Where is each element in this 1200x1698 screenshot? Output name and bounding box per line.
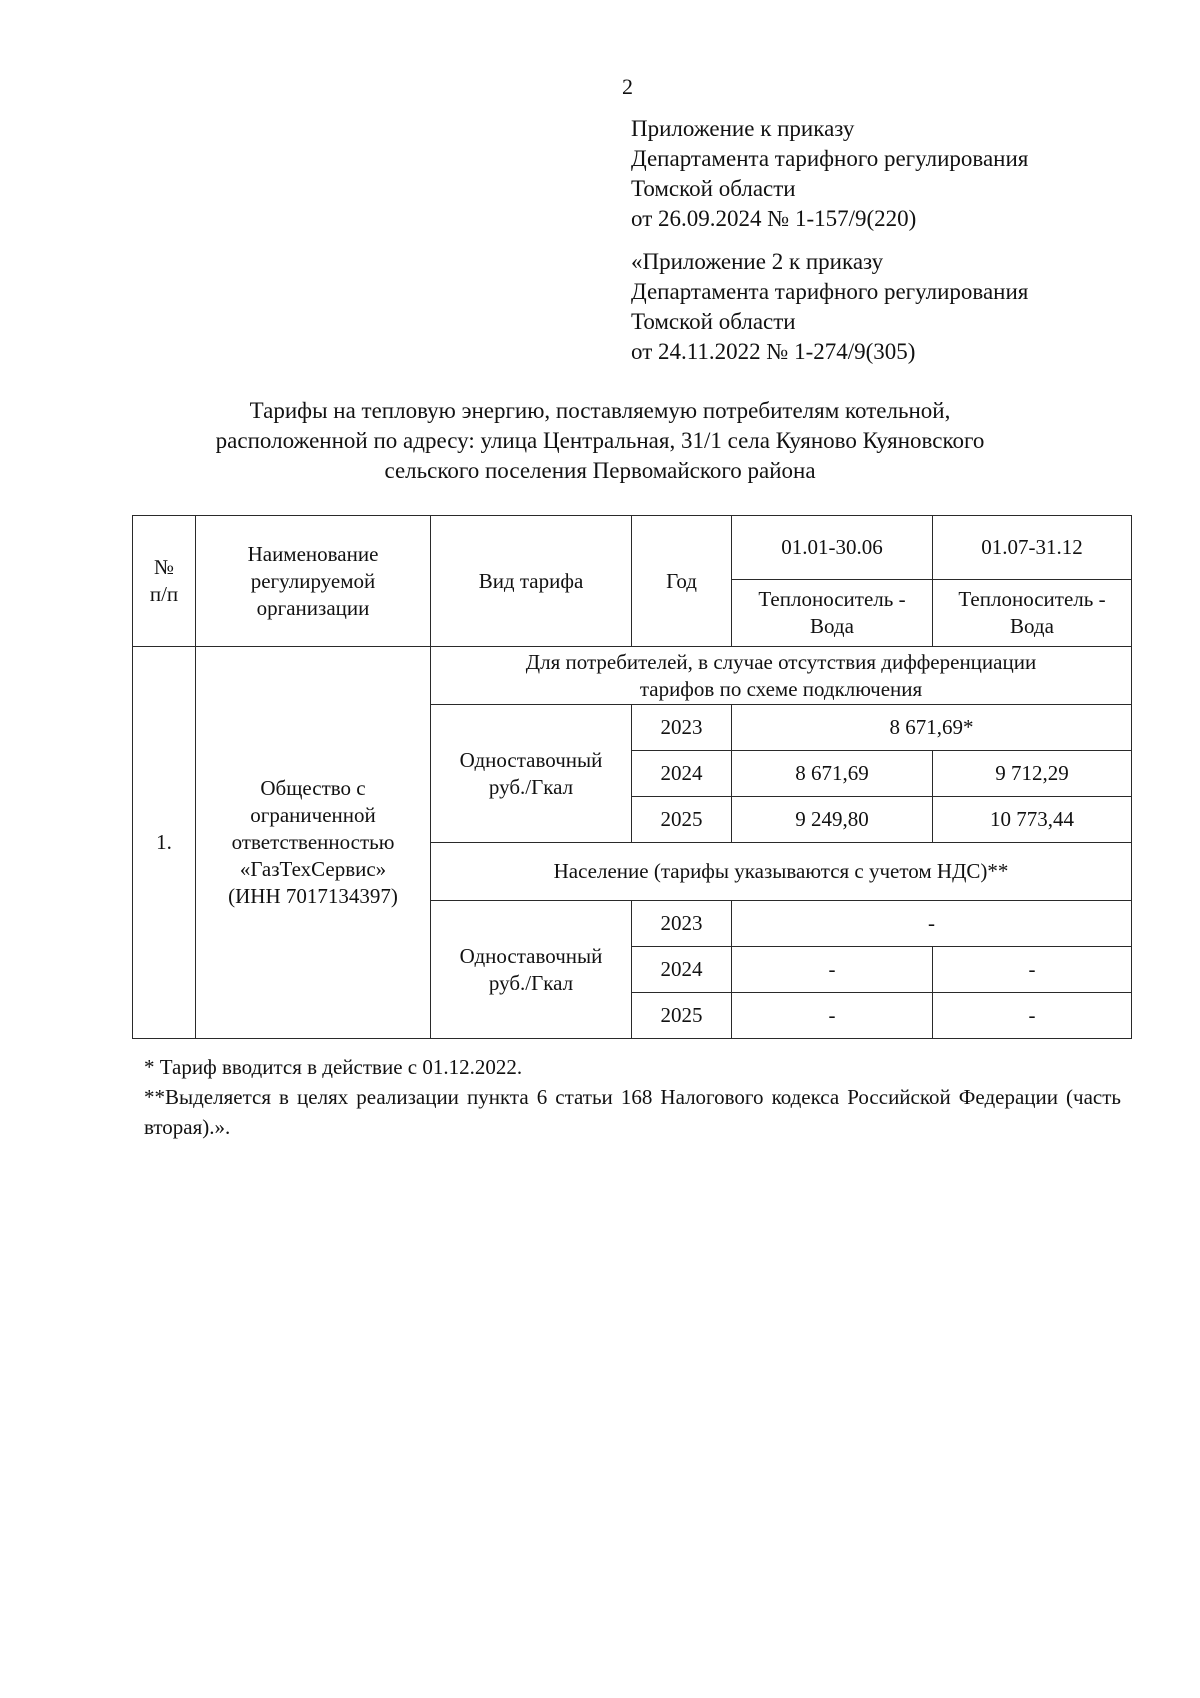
tariff-value-period-2: - bbox=[933, 993, 1132, 1039]
title-line: Тарифы на тепловую энергию, поставляемую потребителям котельной, bbox=[249, 398, 951, 423]
header-number: № п/п bbox=[133, 516, 196, 647]
appendix-line: Томской области bbox=[631, 309, 796, 334]
tariff-type-cell: Одноставочный руб./Гкал bbox=[431, 901, 632, 1039]
appendix-line: от 24.11.2022 № 1-274/9(305) bbox=[631, 339, 916, 364]
header-organization: Наименование регулируемой организации bbox=[196, 516, 431, 647]
year-cell: 2025 bbox=[632, 993, 732, 1039]
tariff-value-period-2: - bbox=[933, 947, 1132, 993]
header-carrier-2: Теплоноситель - Вода bbox=[933, 580, 1132, 647]
appendix-line: Департамента тарифного регулирования bbox=[631, 279, 1029, 304]
header-row bbox=[133, 516, 1132, 580]
appendix-line: Томской области bbox=[631, 176, 796, 201]
footnotes bbox=[144, 1052, 1121, 1142]
section-heading-consumers: Для потребителей, в случае отсутствия дифференциации тарифов по схеме подключения bbox=[431, 647, 1132, 705]
appendix-line: «Приложение 2 к приказу bbox=[631, 249, 884, 274]
tariff-table bbox=[132, 515, 1132, 1039]
footnote: **Выделяется в целях реализации пункта 6 статьи 168 Налогового кодекса Российской Федерации (часть вторая).». bbox=[144, 1085, 1121, 1139]
tariff-value-period-1: - bbox=[732, 993, 933, 1039]
footnote: * Тариф вводится в действие с 01.12.2022. bbox=[144, 1055, 523, 1079]
year-cell: 2023 bbox=[632, 901, 732, 947]
tariff-value-period-2: 10 773,44 bbox=[933, 797, 1132, 843]
year-cell: 2024 bbox=[632, 947, 732, 993]
section-heading-population: Население (тарифы указываются с учетом НДС)** bbox=[431, 843, 1132, 901]
header-year: Год bbox=[632, 516, 732, 647]
document-title bbox=[150, 396, 1050, 486]
appendix-reference-current bbox=[631, 114, 1028, 234]
year-cell: 2023 bbox=[632, 705, 732, 751]
tariff-value-period-1: 9 249,80 bbox=[732, 797, 933, 843]
year-cell: 2025 bbox=[632, 797, 732, 843]
year-cell: 2024 bbox=[632, 751, 732, 797]
page-number: 2 bbox=[622, 74, 633, 99]
title-line: расположенной по адресу: улица Центральная, 31/1 села Куяново Куяновского bbox=[215, 428, 985, 453]
tariff-value-period-1: 8 671,69 bbox=[732, 751, 933, 797]
header-period-1: 01.01-30.06 bbox=[732, 516, 933, 580]
tariff-value-period-2: 9 712,29 bbox=[933, 751, 1132, 797]
tariff-type-cell: Одноставочный руб./Гкал bbox=[431, 705, 632, 843]
section-heading-row bbox=[133, 647, 1132, 705]
appendix-line: от 26.09.2024 № 1-157/9(220) bbox=[631, 206, 917, 231]
appendix-reference-original bbox=[631, 247, 1028, 367]
tariff-value-period-1: - bbox=[732, 947, 933, 993]
appendix-line: Приложение к приказу bbox=[631, 116, 855, 141]
title-line: сельского поселения Первомайского района bbox=[384, 458, 816, 483]
tariff-value-merged: 8 671,69* bbox=[732, 705, 1132, 751]
row-number: 1. bbox=[133, 647, 196, 1039]
organization-name: Общество с ограниченной ответственностью «ГазТехСервис» (ИНН 7017134397) bbox=[196, 647, 431, 1039]
header-tariff-type: Вид тарифа bbox=[431, 516, 632, 647]
header-carrier-1: Теплоноситель - Вода bbox=[732, 580, 933, 647]
appendix-line: Департамента тарифного регулирования bbox=[631, 146, 1029, 171]
header-period-2: 01.07-31.12 bbox=[933, 516, 1132, 580]
tariff-value-merged: - bbox=[732, 901, 1132, 947]
